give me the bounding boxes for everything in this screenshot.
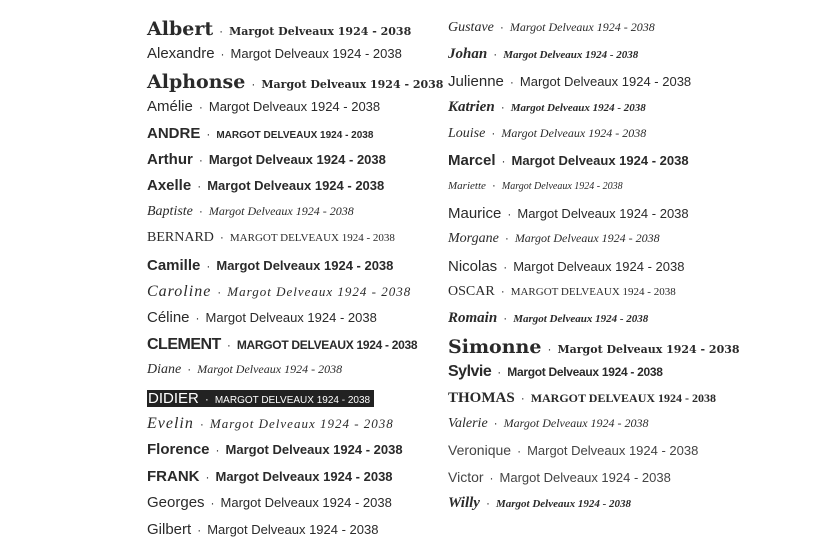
dedication-text: Margot Delveaux 1924 - 2038	[503, 416, 649, 430]
dedication-text: Margot Delveaux 1924 - 2038	[514, 231, 660, 246]
dedication-text: Margot Delveaux 1924 - 2038	[513, 313, 649, 326]
name-sample-row	[147, 231, 395, 245]
separator-dot: ·	[504, 231, 509, 246]
sample-name: Axelle	[147, 177, 192, 195]
separator-dot: ·	[219, 230, 224, 245]
dedication-text: MARGOT DELVEAUX 1924 - 2038	[236, 337, 418, 352]
name-sample-row	[448, 127, 646, 141]
sample-name: Florence	[147, 441, 210, 459]
sample-name: Valerie	[448, 416, 488, 431]
name-sample-row	[448, 206, 689, 221]
dedication-text: Margot Delveaux 1924 - 2038	[208, 99, 381, 115]
dedication-text: Margot Delveaux 1924 - 2038	[510, 102, 646, 115]
sample-name: Camille	[147, 256, 201, 274]
name-sample-row	[147, 126, 373, 141]
dedication-text: Margot Delveaux 1924 - 2038	[501, 125, 647, 140]
sample-name: FRANK	[147, 467, 200, 485]
separator-dot: ·	[215, 443, 220, 458]
name-sample-row	[448, 285, 676, 299]
name-sample-row	[448, 311, 648, 326]
separator-dot: ·	[491, 125, 496, 140]
sample-name: THOMAS	[448, 389, 515, 406]
name-sample-row	[147, 258, 393, 273]
sample-name: OSCAR	[448, 284, 495, 299]
name-sample-row	[147, 363, 342, 377]
sample-name: Mariette	[448, 180, 486, 193]
name-sample-row	[147, 70, 444, 93]
dedication-text: Margot Delveaux 1924 - 2038	[261, 77, 444, 91]
dedication-text: Margot Delveaux 1924 - 2038	[501, 181, 623, 193]
separator-dot: ·	[204, 391, 209, 406]
name-sample-row	[147, 99, 380, 114]
dedication-text: Margot Delveaux 1924 - 2038	[227, 284, 412, 299]
sample-name: Nicolas	[448, 257, 498, 275]
name-sample-row	[448, 391, 716, 406]
separator-dot: ·	[198, 100, 203, 115]
sample-name: Victor	[448, 468, 484, 485]
name-sample-row	[448, 74, 691, 89]
sample-name: Amélie	[147, 98, 193, 116]
separator-dot: ·	[500, 100, 505, 115]
separator-dot: ·	[503, 259, 508, 274]
dedication-text: Margot Delveaux 1924 - 2038	[207, 178, 385, 194]
dedication-text: Margot Delveaux 1924 - 2038	[208, 203, 354, 218]
name-sample-row	[448, 232, 660, 246]
name-sample-row	[147, 442, 403, 457]
separator-dot: ·	[547, 341, 552, 356]
sample-name: Georges	[147, 494, 205, 512]
name-sample-row	[448, 153, 689, 168]
sample-name: Alexandre	[147, 45, 215, 63]
sample-name: ANDRE	[147, 124, 201, 142]
sample-name: Céline	[147, 309, 190, 327]
sample-name: Marcel	[448, 152, 496, 169]
sample-name: Maurice	[448, 204, 502, 222]
dedication-text: Margot Delveaux 1924 - 2038	[557, 342, 740, 356]
name-sample-row	[448, 47, 638, 62]
dedication-text: Margot Delveaux 1924 - 2038	[511, 153, 689, 168]
dedication-text: MARGOT DELVEAUX 1924 - 2038	[530, 390, 717, 405]
separator-dot: ·	[497, 365, 502, 380]
separator-dot: ·	[520, 390, 525, 405]
sample-name: Evelin	[147, 415, 194, 432]
sample-name: Sylvie	[448, 363, 492, 381]
dedication-text: Margot Delveaux 1924 - 2038	[215, 468, 393, 484]
dedication-text: Margot Delveaux 1924 - 2038	[225, 442, 403, 458]
separator-dot: ·	[493, 47, 498, 62]
sample-name: Arthur	[147, 151, 193, 168]
dedication-text: Margot Delveaux 1924 - 2038	[517, 205, 689, 221]
separator-dot: ·	[198, 153, 203, 167]
sample-name: Julienne	[448, 72, 504, 90]
separator-dot: ·	[210, 496, 215, 511]
separator-dot: ·	[485, 496, 490, 511]
sample-name: Simonne	[448, 335, 542, 358]
separator-dot: ·	[489, 470, 494, 485]
dedication-text: Margot Delveaux 1924 - 2038	[507, 365, 663, 380]
sample-name: Katrien	[448, 99, 495, 116]
dedication-text: Margot Delveaux 1924 - 2038	[509, 20, 655, 34]
dedication-text: Margot Delveaux 1924 - 2038	[220, 495, 392, 511]
name-sample-row	[147, 178, 384, 193]
name-sample-row	[448, 179, 623, 192]
name-sample-row	[147, 416, 394, 432]
name-sample-row	[147, 390, 374, 407]
sample-name: Alphonse	[147, 70, 246, 93]
separator-dot: ·	[217, 285, 222, 299]
sample-name: Johan	[448, 46, 488, 63]
sample-name: Romain	[448, 310, 498, 327]
name-sample-row	[448, 470, 671, 484]
separator-dot: ·	[503, 311, 508, 326]
sample-name: DIDIER	[148, 389, 199, 407]
name-sample-row	[448, 417, 649, 431]
dedication-text: Margot Delveaux 1924 - 2038	[527, 443, 699, 459]
name-sample-row	[147, 152, 386, 167]
name-sample-row	[448, 21, 655, 35]
separator-dot: ·	[500, 284, 505, 298]
sample-name: Albert	[147, 18, 214, 40]
sample-name: Baptiste	[147, 203, 193, 219]
separator-dot: ·	[219, 24, 224, 38]
separator-dot: ·	[507, 206, 512, 221]
name-sample-row	[147, 522, 378, 537]
separator-dot: ·	[509, 74, 514, 89]
sample-name: Gilbert	[147, 520, 192, 538]
dedication-text: Margot Delveaux 1924 - 2038	[519, 73, 692, 89]
name-sample-row	[147, 46, 402, 61]
dedication-text: Margot Delveaux 1924 - 2038	[499, 469, 671, 485]
separator-dot: ·	[199, 417, 204, 431]
sample-name: Veronique	[448, 442, 512, 459]
dedication-text: Margot Delveaux 1924 - 2038	[207, 521, 379, 537]
separator-dot: ·	[198, 203, 203, 218]
sample-name: CLEMENT	[147, 335, 221, 353]
separator-dot: ·	[206, 126, 211, 141]
separator-dot: ·	[187, 362, 192, 377]
separator-dot: ·	[501, 154, 506, 168]
dedication-text: Margot Delveaux 1924 - 2038	[209, 416, 394, 431]
separator-dot: ·	[226, 337, 231, 352]
dedication-text: Margot Delveaux 1924 - 2038	[230, 46, 402, 62]
name-sample-row	[448, 443, 698, 457]
dedication-text: Margot Delveaux 1924 - 2038	[503, 49, 639, 62]
separator-dot: ·	[220, 47, 225, 62]
separator-dot: ·	[205, 469, 210, 484]
sample-name: Morgane	[448, 231, 499, 247]
sample-name: Caroline	[147, 283, 212, 300]
name-sample-row	[448, 496, 631, 511]
separator-dot: ·	[197, 179, 202, 194]
name-sample-row	[448, 100, 646, 115]
sample-name: Diane	[147, 362, 182, 378]
separator-dot: ·	[206, 258, 211, 273]
name-sample-row	[147, 284, 411, 300]
dedication-text: Margot Delveaux 1924 - 2038	[197, 362, 343, 377]
name-sample-row	[448, 335, 740, 358]
dedication-text: Margot Delveaux 1924 - 2038	[208, 152, 386, 167]
name-sample-row	[147, 495, 392, 510]
name-sample-row	[147, 469, 393, 484]
dedication-text: MARGOT DELVEAUX 1924 - 2038	[229, 232, 395, 245]
sample-name: Louise	[448, 125, 486, 141]
name-sample-row	[448, 259, 684, 274]
separator-dot: ·	[517, 444, 522, 459]
name-sample-row	[147, 205, 354, 219]
dedication-text: MARGOT DELVEAUX 1924 - 2038	[214, 394, 371, 406]
dedication-text: Margot Delveaux 1924 - 2038	[495, 498, 631, 511]
dedication-text: Margot Delveaux 1924 - 2038	[513, 258, 685, 274]
name-sample-row	[448, 364, 663, 380]
separator-dot: ·	[493, 416, 498, 430]
name-sample-row	[147, 337, 417, 353]
dedication-text: MARGOT DELVEAUX 1924 - 2038	[510, 286, 676, 298]
sample-name: Willy	[448, 495, 480, 512]
dedication-text: Margot Delveaux 1924 - 2038	[216, 257, 394, 273]
dedication-text: MARGOT DELVEAUX 1924 - 2038	[216, 129, 374, 141]
separator-dot: ·	[195, 311, 200, 326]
name-sample-row	[147, 310, 377, 325]
separator-dot: ·	[251, 76, 256, 91]
separator-dot: ·	[197, 522, 202, 537]
separator-dot: ·	[491, 178, 496, 193]
name-sample-row	[147, 20, 411, 39]
separator-dot: ·	[499, 20, 504, 34]
sample-name: Gustave	[448, 20, 494, 35]
dedication-text: Margot Delveaux 1924 - 2038	[205, 310, 377, 326]
sample-name: BERNARD	[147, 230, 214, 246]
dedication-text: Margot Delveaux 1924 - 2038	[229, 25, 412, 38]
